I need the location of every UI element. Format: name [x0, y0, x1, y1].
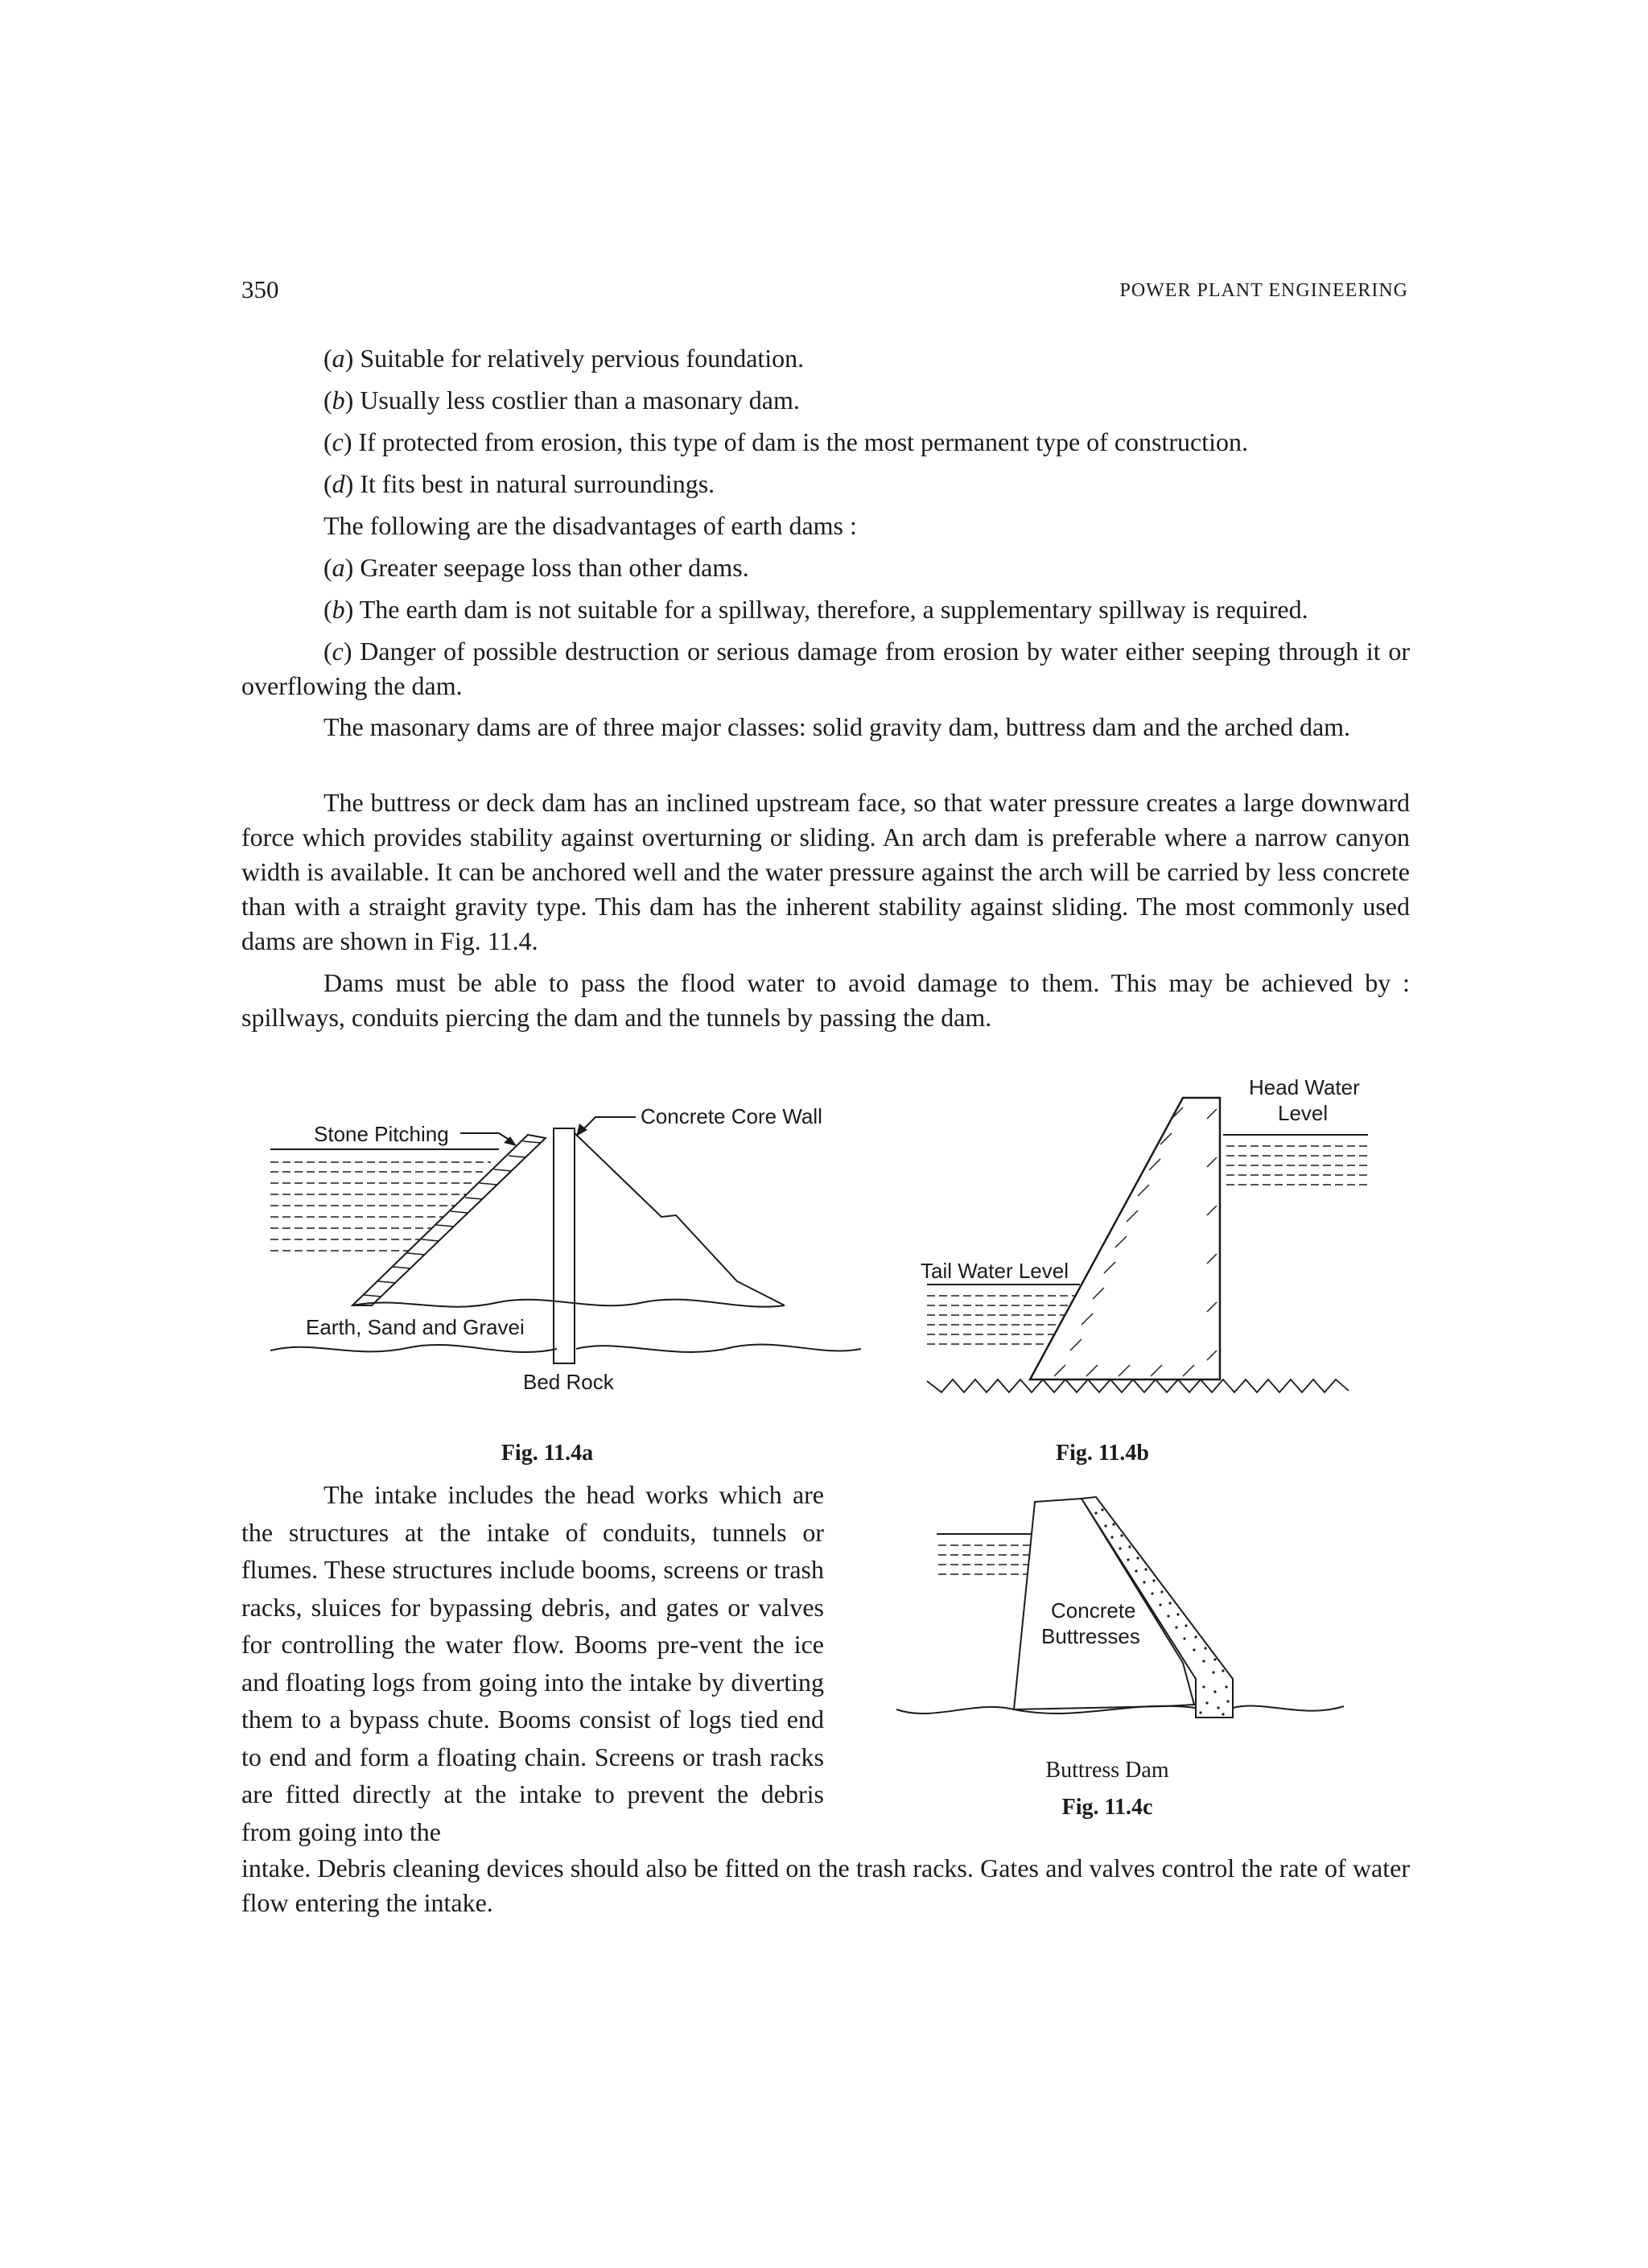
label-bed-rock: Bed Rock — [523, 1370, 614, 1394]
label-earth-sand-gravel: Earth, Sand and Gravei — [306, 1315, 525, 1339]
page-number: 350 — [241, 275, 279, 303]
list-item: (b) Usually less costlier than a masonary dam. — [323, 386, 800, 414]
list-item: (a) Suitable for relatively pervious foundation. — [323, 344, 805, 373]
label-concrete-core-wall: Concrete Core Wall — [641, 1104, 822, 1128]
figure-earth-dam — [258, 1095, 869, 1400]
label-head-water: Head Water — [1249, 1075, 1360, 1099]
figure-buttress-dam — [885, 1489, 1352, 1730]
list-item: (d) It fits best in natural surroundings. — [323, 469, 715, 498]
figure-gravity-dam — [917, 1070, 1368, 1425]
paragraph-intake: The intake includes the head works which are the structures at the intake of conduits, tunnels or flumes. These structures include booms, screens or trash racks, sluices for bypassing debris, and gates or valves for controlling the water flow. Booms pre-vent the ice and floating logs from going into the intake by diverting them to a bypass chute. Booms consist of logs tied end to end and form a floating chain. Screens or trash racks are fitted directly at the intake to prevent the debris from going into the — [241, 1480, 824, 1846]
list-item: (c) If protected from erosion, this type of dam is the most permanent type of construction. — [323, 427, 1249, 456]
paragraph-masonary: The masonary dams are of three major classes: solid gravity dam, buttress dam and the arched dam. — [323, 712, 1351, 741]
paragraph-flood: Dams must be able to pass the flood water to avoid damage to them. This may be achieved by : spillways, conduits piercing the dam and the tunnels by passing the dam. — [241, 968, 1410, 1032]
subcaption-buttress-dam: Buttress Dam — [1045, 1758, 1169, 1783]
caption-fig-11-4b: Fig. 11.4b — [1056, 1441, 1149, 1466]
caption-fig-11-4a: Fig. 11.4a — [501, 1441, 594, 1466]
label-buttresses: Buttresses — [1041, 1624, 1140, 1648]
running-title: POWER PLANT ENGINEERING — [1119, 280, 1408, 301]
disadvantages-intro: The following are the disadvantages of earth dams : — [323, 511, 857, 540]
list-item: (a) Greater seepage loss than other dams. — [323, 553, 749, 582]
list-item: (c) Danger of possible destruction or serious damage from erosion by water either seeping through it or overflowing the dam. — [241, 637, 1411, 700]
list-item: (b) The earth dam is not suitable for a spillway, therefore, a supplementary spillway is required. — [323, 595, 1308, 624]
caption-fig-11-4c: Fig. 11.4c — [1061, 1795, 1153, 1820]
label-head-water-level: Level — [1278, 1101, 1329, 1125]
label-concrete: Concrete — [1051, 1598, 1136, 1623]
label-stone-pitching: Stone Pitching — [314, 1122, 449, 1146]
paragraph-buttress: The buttress or deck dam has an inclined upstream face, so that water pressure creates a large downward force which provides stability against overturning or sliding. An arch dam is preferable where a narrow canyon width is available. It can be anchored well and the water pressure against the arch will be carried by less concrete than with a straight gravity type. This dam has the inherent stability against sliding. The most commonly used dams are shown in Fig. 11.4. — [241, 788, 1410, 955]
paragraph-intake-continued: intake. Debris cleaning devices should also be fitted on the trash racks. Gates and valves control the rate of water flow entering the intake. — [241, 1854, 1410, 1917]
label-tail-water-level: Tail Water Level — [921, 1259, 1069, 1283]
